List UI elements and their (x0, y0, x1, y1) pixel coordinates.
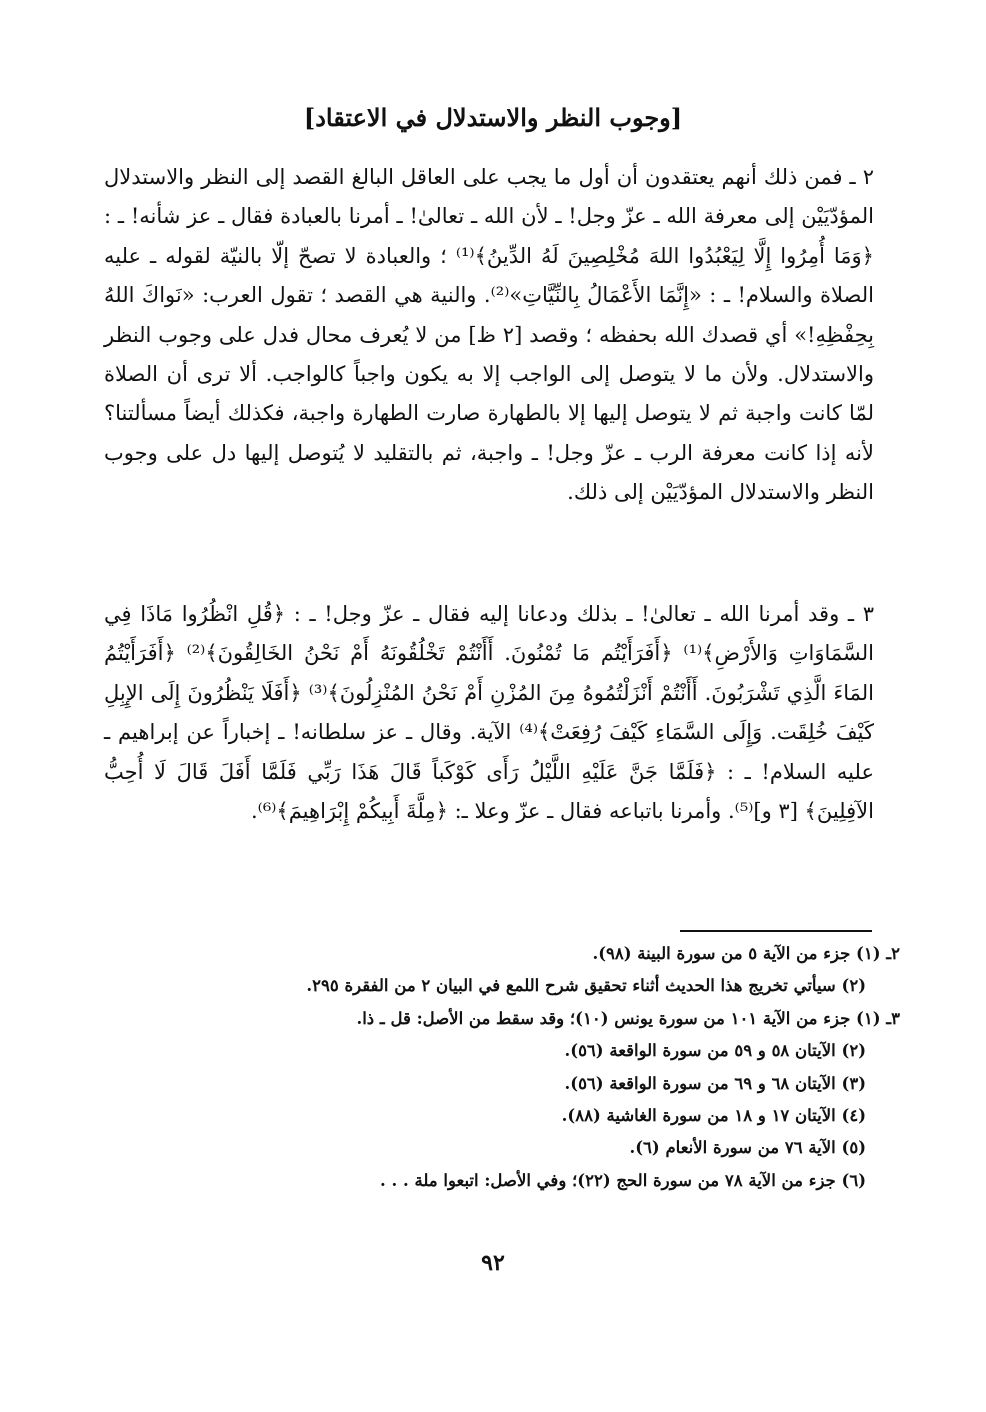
footnote: ٣ـ (١) جزء من الآية ١٠١ من سورة يونس (١٠)؛ وقد سقط من الأصل: قل ـ ذا. (356, 1008, 900, 1028)
section-heading: [وجوب النظر والاستدلال في الاعتقاد] (303, 103, 683, 132)
footnote: (٤) الآيتان ١٧ و ١٨ من سورة الغاشية (٨٨). (561, 1106, 866, 1126)
paragraph-2: ٢ ـ فمن ذلك أنهم يعتقدون أن أول ما يجب على العاقل البالغ القصد إلى النظر والاستدلال المؤدّيَيْن إلى معرفة الله ـ عزّ وجل! ـ لأن الله ـ تعالىٰ! ـ أمرنا بالعبادة فقال ـ عز شأنه! ـ : ﴿وَمَا أُمِرُوا إِلَّا لِيَعْبُدُوا اللهَ مُخْلِصِينَ لَهُ الدِّينُ﴾⁽¹⁾ ؛ والعبادة لا تصحّ إلّا بالنيّة لقوله ـ عليه الصلاة والسلام! ـ : «إِنَّمَا الأَعْمَالُ بِالنِّيَّاتِ»⁽²⁾. والنية هي القصد ؛ تقول العرب: «نَواكَ اللهُ بِحِفْظِهِ!» أي قصدك الله بحفظه ؛ وقصد [٢ ظ] من لا يُعرف محال فدل على وجوب النظر والاستدلال. ولأن ما لا يتوصل إلى الواجب إلا به يكون واجباً كالواجب. ألا ترى أن الصلاة لمّا كانت واجبة ثم لا يتوصل إليها إلا بالطهارة صارت الطهارة واجبة، فكذلك أيضاً مسألتنا؟ لأنه إذا كانت معرفة الرب ـ عزّ وجل! ـ واجبة، ثم بالتقليد لا يُتوصل إليها دل على وجوب النظر والاستدلال المؤدّيَيْن إلى ذلك. (104, 165, 874, 505)
footnote: ٢ـ (١) جزء من الآية ٥ من سورة البينة (٩٨). (592, 944, 900, 963)
footnote: (٥) الآية ٧٦ من سورة الأنعام (٦). (629, 1138, 866, 1158)
footnote: (٢) سيأتي تخريج هذا الحديث أثناء تحقيق شرح اللمع في البيان ٢ من الفقرة ٢٩٥. (306, 976, 866, 996)
paragraph-3: ٣ ـ وقد أمرنا الله ـ تعالىٰ! ـ بذلك ودعانا إليه فقال ـ عزّ وجل! ـ : ﴿قُلِ انْظُرُوا مَاذَا فِي السَّمَاوَاتِ وَالأَرْضِ﴾⁽¹⁾ ﴿أَفَرَأَيْتُم مَا تُمْنُونَ. أَأَنْتُمْ تَخْلُقُونَهُ أَمْ نَحْنُ الخَالِقُونَ﴾⁽²⁾ ﴿أَفَرَأَيْتُمُ المَاءَ الَّذِي تَشْرَبُونَ. أَأَنْتُمْ أَنْزَلْتُمُوهُ مِنَ المُزْنِ أَمْ نَحْنُ المُنْزِلُونَ﴾⁽³⁾ ﴿أَفَلَا يَنْظُرُونَ إِلَى الإِبِلِ كَيْفَ خُلِقَت. وَإِلَى السَّمَاءِ كَيْفَ رُفِعَتْ﴾⁽⁴⁾ الآية. وقال ـ عز سلطانه! ـ إخباراً عن إبراهيم ـ عليه السلام! ـ : ﴿فَلَمَّا جَنَّ عَلَيْهِ اللَّيْلُ رَأَى كَوْكَباً قَالَ هَذَا رَبِّي فَلَمَّا أَفَلَ قَالَ لَا أُحِبُّ الآفِلِينَ﴾ [٣ و]⁽⁵⁾. وأمرنا باتباعه فقال ـ عزّ وعلا ـ: ﴿مِلَّةَ أَبِيكُمْ إِبْرَاهِيمَ﴾⁽⁶⁾. (104, 602, 875, 824)
footnotes (140, 938, 900, 1197)
footnote: (٦) جزء من الآية ٧٨ من سورة الحج (٢٢)؛ وفي الأصل: اتبعوا ملة . . . (380, 1170, 866, 1190)
page-number: ٩٢ (481, 1250, 505, 1276)
footnote: (٢) الآيتان ٥٨ و ٥٩ من سورة الواقعة (٥٦). (564, 1041, 866, 1061)
footnote-divider (680, 930, 872, 932)
footnote: (٣) الآيتان ٦٨ و ٦٩ من سورة الواقعة (٥٦). (564, 1073, 866, 1093)
